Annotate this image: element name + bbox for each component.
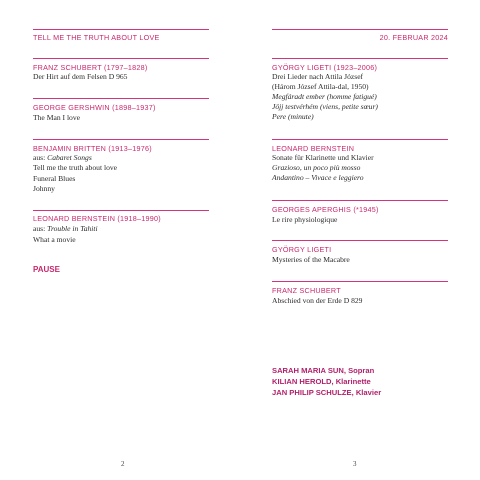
- composer-heading: LEONARD BERNSTEIN: [272, 144, 355, 153]
- movement-title: Megfáradt ember (homme fatigué): [272, 92, 377, 101]
- song-title: Johnny: [33, 184, 55, 193]
- performer: KILIAN HEROLD, Klarinette: [272, 377, 371, 386]
- work-title: Der Hirt auf dem Felsen D 965: [33, 72, 128, 81]
- performer: SARAH MARIA SUN, Sopran: [272, 366, 375, 375]
- divider: [272, 281, 448, 282]
- concert-date: 20. FEBRUAR 2024: [379, 33, 448, 42]
- work-title: The Man I love: [33, 113, 81, 122]
- work-title: [33, 153, 213, 163]
- composer-heading: FRANZ SCHUBERT (1797–1828): [33, 63, 148, 72]
- composer-heading: FRANZ SCHUBERT: [272, 286, 341, 295]
- movement-title: Jöjj testvérhém (viens, petite sœur): [272, 102, 378, 111]
- movement-title: Pere (minute): [272, 112, 314, 121]
- divider: [272, 29, 448, 30]
- work-title: Mysteries of the Macabre: [272, 255, 350, 264]
- divider: [272, 139, 448, 140]
- song-title: Tell me the truth about love: [33, 163, 118, 172]
- work-subtitle: (Három József Attila-dal, 1950): [272, 82, 369, 91]
- work-title: [33, 224, 213, 234]
- page-number: 2: [121, 460, 125, 468]
- divider: [33, 58, 209, 59]
- composer-heading: GEORGE GERSHWIN (1898–1937): [33, 103, 156, 112]
- composer-heading: GYÖRGY LIGETI: [272, 245, 332, 254]
- right-page: [272, 0, 448, 480]
- composer-heading: LEONARD BERNSTEIN (1918–1990): [33, 214, 161, 223]
- aus-prefix: aus:: [33, 224, 48, 233]
- left-page: [33, 0, 209, 480]
- composer-heading: GEORGES APERGHIS (*1945): [272, 205, 379, 214]
- movement-title: Andantino – Vivace e leggiero: [272, 173, 364, 182]
- performer: JAN PHILIP SCHULZE, Klavier: [272, 388, 382, 397]
- divider: [33, 139, 209, 140]
- pause-label: PAUSE: [33, 265, 60, 274]
- divider: [33, 98, 209, 99]
- work-title: Sonate für Klarinette und Klavier: [272, 153, 374, 162]
- composer-heading: GYÖRGY LIGETI (1923–2006): [272, 63, 378, 72]
- divider: [272, 58, 448, 59]
- movement-title: Grazioso, un poco più mosso: [272, 163, 361, 172]
- aus-prefix: aus:: [33, 153, 48, 162]
- song-title: What a movie: [33, 235, 76, 244]
- work-title: Drei Lieder nach Attila József: [272, 72, 364, 81]
- divider: [272, 240, 448, 241]
- divider: [33, 210, 209, 211]
- opera-title: Trouble in Tahiti: [47, 224, 98, 233]
- cycle-title: Cabaret Songs: [47, 153, 92, 162]
- composer-heading: BENJAMIN BRITTEN (1913–1976): [33, 144, 152, 153]
- program-title: TELL ME THE TRUTH ABOUT LOVE: [33, 33, 160, 42]
- work-title: Le rire physiologique: [272, 215, 338, 224]
- divider: [33, 29, 209, 30]
- divider: [272, 200, 448, 201]
- page-number: 3: [353, 460, 357, 468]
- song-title: Funeral Blues: [33, 174, 76, 183]
- work-title: Abschied von der Erde D 829: [272, 296, 363, 305]
